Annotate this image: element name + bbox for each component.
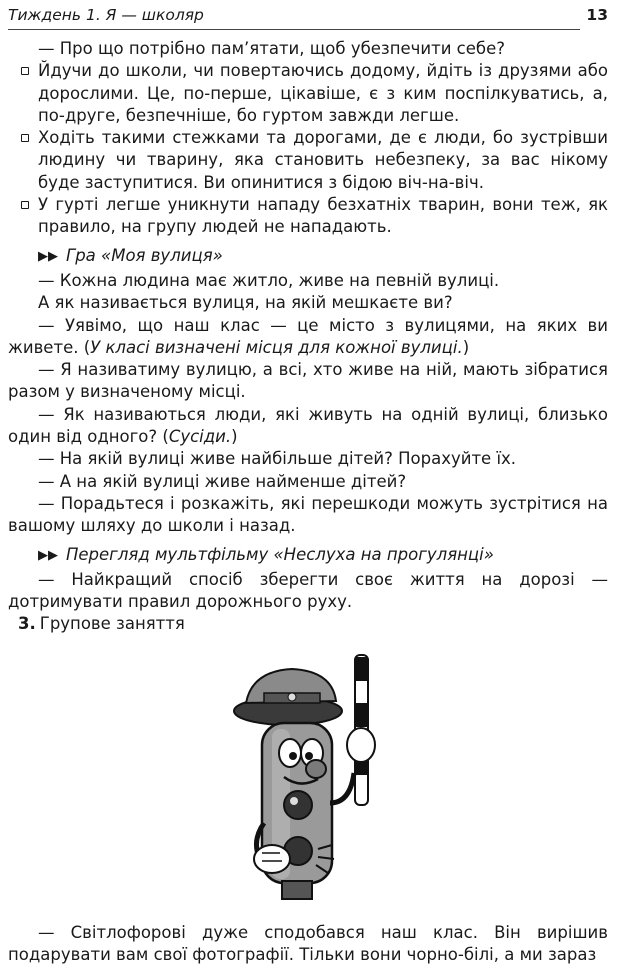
list-item-text: У гурті легше уникнути нападу безхатніх тварин, вони теж, як правило, на групу людей не нападають. bbox=[38, 195, 608, 237]
list-item bbox=[8, 60, 608, 127]
page-number: 13 bbox=[586, 6, 608, 24]
dialogue-text: — Уявімо, що наш клас — це місто з вулицями, на яких ви живете. ( bbox=[8, 315, 608, 357]
step-number: 3. bbox=[18, 614, 36, 634]
square-bullet-icon bbox=[21, 67, 29, 75]
final-paragraph: — Світлофорові дуже сподобався наш клас. Він вирішив подарувати вам свої фотографії. Тільки вони чорно-білі, а ми зараз bbox=[8, 923, 608, 965]
dialogue-line: — А на якій вулиці живе найменше дітей? bbox=[38, 471, 407, 491]
dialogue-text: ) bbox=[231, 427, 238, 447]
section-heading-film bbox=[8, 544, 608, 567]
dialogue-line: — На якій вулиці живе найбільше дітей? Порахуйте їх. bbox=[38, 449, 517, 469]
intro-question: — Про що потрібно пам’ятати, щоб убезпечити себе? bbox=[38, 39, 505, 58]
page-header bbox=[8, 4, 612, 28]
cap-icon bbox=[234, 669, 342, 725]
list-item bbox=[8, 194, 608, 239]
dialogue-line bbox=[8, 404, 608, 449]
dialogue-line: — Найкращий спосіб зберегти своє життя на дорозі — дотримувати правил дорожнього руху. bbox=[8, 569, 608, 612]
dialogue-line: — Кожна людина має житло, живе на певній вулиці. bbox=[38, 270, 500, 290]
dialogue-text: — Як називаються люди, які живуть на одній вулиці, близько один від одного? ( bbox=[8, 404, 608, 447]
stage-direction: У класі визначені місця для кожної вулиці. bbox=[90, 337, 463, 357]
step-title: Групове заняття bbox=[39, 614, 185, 634]
header-rule bbox=[8, 29, 580, 30]
traffic-light-character-icon bbox=[232, 653, 382, 901]
section-heading-game bbox=[8, 245, 608, 268]
page-body bbox=[8, 38, 608, 636]
stage-direction: Сусіди. bbox=[168, 427, 232, 447]
dialogue-line bbox=[8, 315, 608, 360]
list-item-text: Ходіть такими стежками та дорогами, де є люди, бо зустрівши людину чи тварину, яка становить небезпеку, за вас нікому буде заступитися. Ви опинитися з бідою віч-на-віч. bbox=[38, 128, 608, 192]
dialogue-line: А як називається вулиця, на якій мешкаєте ви? bbox=[38, 293, 453, 313]
dialogue-line: — Порадьтеся і розкажіть, які перешкоди можуть зустрітися на вашому шляху до школи і назад. bbox=[8, 493, 608, 536]
dialogue-text: ) bbox=[462, 337, 470, 357]
dialogue-line: — Я називатиму вулицю, а всі, хто живе на ній, мають зібратися разом у визначеному місці. bbox=[8, 360, 608, 402]
list-item bbox=[8, 127, 608, 194]
square-bullet-icon bbox=[21, 201, 29, 209]
numbered-heading bbox=[8, 613, 608, 635]
list-item-text: Йдучи до школи, чи повертаючись додому, йдіть із друзями або дорослими. Це, по-перше, цікавіше, є з ким поспілкуватись, а, по-друге, безпечніше, бо гуртом завжди легше. bbox=[38, 61, 608, 125]
double-arrow-icon: ▶▶ bbox=[38, 248, 58, 264]
section-title: Перегляд мультфільму «Неслуха на прогулянці» bbox=[66, 544, 494, 564]
square-bullet-icon bbox=[21, 134, 29, 142]
double-arrow-icon: ▶▶ bbox=[38, 547, 58, 563]
section-title: Гра «Моя вулиця» bbox=[66, 245, 223, 265]
running-title: Тиждень 1. Я — школяр bbox=[8, 6, 204, 24]
final-paragraph-block bbox=[8, 922, 608, 967]
